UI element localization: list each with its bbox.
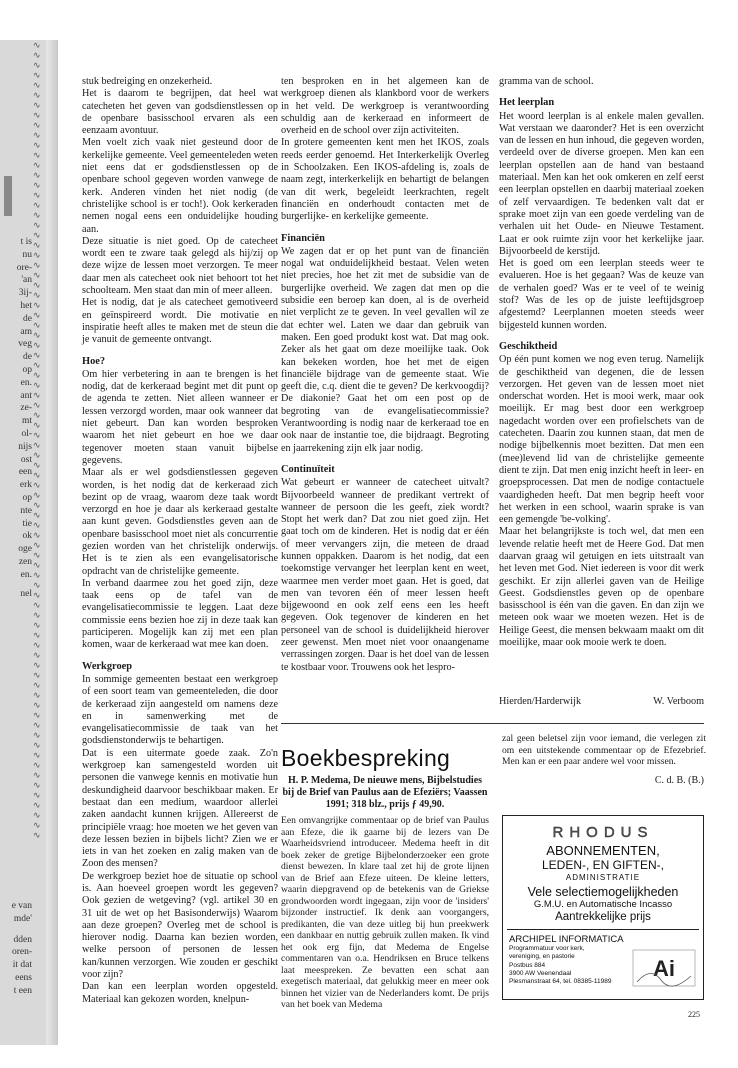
- paragraph: Om hier verbetering in aan te brengen is het nodig, dat de kerkeraad begint met dit punt op de agenda te zetten. Niet alleen wanneer er lessen verzorgd worden, maar ook wanneer dat niet gebeurt. Dan kan worden besproken waarom het niet gebeurt en hoe we daar tegenover moeten staan vanuit bijbelse gegevens.: [82, 368, 278, 466]
- margin-text-fragments-lower: e van mde' dden oren- it dat eens t een: [11, 901, 32, 996]
- ad-detail: vereniging, en pastorie: [509, 953, 575, 961]
- section-heading-continuiteit: Continuïteit: [281, 463, 335, 475]
- paragraph: Men voelt zich vaak niet gesteund door de kerkelijke gemeente. Veel gemeenteleden weten niet eens dat er godsdienstlessen op de openbare school gegeven worden vanwege de kerk. Anderen vinden het niet nodig (de christelijke school is er toch!). Ook kerkeraden nemen nogal eens een onduidelijke houding aan.: [82, 137, 278, 235]
- signature-place: Hierden/Harderwijk: [499, 696, 582, 707]
- margin-text-fragments: t is nu ore- 'an 3ij- het de am veg de op en. ant ze- mt ol- nijs ost een erk op nte tie ok oge zen en. nel: [16, 237, 32, 599]
- section-heading-werkgroep: Werkgroep: [82, 660, 133, 672]
- paragraph: Wat gebeurt er wanneer de catecheet uitvalt? Bijvoorbeeld wanneer de predikant vertrekt of wanneer de persoon die les geeft, ziek wordt? Stopt het werk dan? Dat zou niet goed zijn. Het gaat toch om de kinderen. Het is nodig dat er één of meer vervangers zijn, die meteen de draad kunnen oppakken. Daarom is het nodig, dat een toekomstige vervanger het leerplan kent en weet, waarmee men verder moet gaan. Het is goed, dat men van tevoren één of meer lessen heeft bijgewoond en ook zelf eens een les heeft gegeven. Ook tegenover de kinderen en het personeel van de school is duidelijkheid hierover zeer gewenst. Men moet niet voor onaangename verrassingen zorgen. Daar is het doel van de lessen te kostbaar voor. Trouwens ook het lespro-: [281, 477, 489, 673]
- article-column-2: [281, 76, 489, 736]
- book-reference: H. P. Medema, De nieuwe mens, Bijbelstudies bij de Brief van Paulus aan de Efeziërs; Vaassen 1991; 318 blz., prijs ƒ 49,90.: [282, 775, 488, 810]
- ad-detail: Postbus 884: [509, 961, 546, 969]
- decorative-border: ∿ ∿ ∿ ∿ ∿ ∿ ∿ ∿ ∿ ∿ ∿ ∿ ∿ ∿ ∿ ∿ ∿ ∿ ∿ ∿ ∿ ∿ ∿ ∿ ∿ ∿ ∿ ∿ ∿ ∿ ∿ ∿ ∿ ∿ ∿ ∿ ∿ ∿ ∿ ∿ ∿ ∿ ∿ ∿ ∿ ∿ ∿ ∿ ∿ ∿ ∿ ∿ ∿ ∿ ∿ ∿ ∿ ∿ ∿ ∿ ∿ ∿ ∿ ∿ ∿ ∿ ∿ ∿ ∿ ∿ ∿ ∿ ∿ ∿ ∿ ∿ ∿ ∿ ∿ ∿: [33, 40, 41, 840]
- paragraph: Maar als er wel godsdienstlessen gegeven worden, is het nodig dat de kerkeraad zich bezint op de vraag, waarom deze taak wordt verzorgd en hoe je daar als kerkeraad gestalte aan kunt geven. Godsdienstles geven aan de openbare basisschool moet niet als concurrentie gezien worden van het christelijk onderwijs. Het is te zien als een evangelisatorische opdracht van de christelijke gemeente.: [82, 467, 278, 577]
- ad-line: ADMINISTRATIE: [565, 873, 641, 882]
- paragraph: Maar het belangrijkste is toch wel, dat men een levende relatie heeft met de Heere God. Dat men daarvan graag wil getuigen en iets uitstraalt van het leven met God. Niet iedereen is voor dit werk geschikt. Er zijn allerlei gaven van de Heilige Geest. Godsdienstles geven op de openbare basisschool is één van die gaven. En dan zijn we meteen ook waar we moeten wezen. Het is de Heilige Geest, die mensen bekwaam maakt om dit moeilijke, maar ook mooie werk te doen.: [499, 526, 704, 649]
- article-column-3: [499, 76, 704, 696]
- company-logo-icon: [631, 946, 697, 990]
- paragraph: stuk bedreiging en onzekerheid.: [82, 76, 213, 87]
- section-heading-hoe: Hoe?: [82, 355, 106, 367]
- paragraph: In verband daarmee zou het goed zijn, deze taak eens op de tafel van de evangelisatiecommissie te leggen. Laat deze commissie eens bezien hoe zij in deze taak kan participeren. Mogelijk kan zij met een plan komen, waar de kerkeraad wat mee kan doen.: [82, 577, 278, 651]
- ad-divider: [507, 929, 699, 930]
- book-review-text: Een omvangrijke commentaar op de brief van Paulus aan Efeze, die ik gaarne bij de lezers van De Waarheidsvriend introduceer. Medema heeft in dit boek zeker de gretige Bijbelonderzoeker een grote dienst bewezen. In klare taal zet hij de grote lijnen van de Brief aan Efeze uiteen. De kleine letters, waarin diepgravend op de betekenis van de Griekse grondwoorden wordt ingegaan, zijn voor de 'insiders' bijzonder instructief. Ik denk aan voorgangers, predikanten, die van deze uitleg bij hun preekwerk een dankbaar en nuttig gebruik zullen maken. Ik vind het ook erg fijn, dat Medema de Engelse commentaren van o.a. Hendriksen en Bruce telkens laat meespreken. Ze bevatten een schat aan exegetisch materiaal, dat gelukkig meer en meer ook binnen het vizier van de Nederlanders komt. De prijs van het boek van Medema: [281, 815, 489, 1010]
- paragraph: In grotere gemeenten kent men het IKOS, zoals reeds eerder genoemd. Het Interkerkelijk Overleg in Schoolzaken. Een IKOS-afdeling is, zoals de naam zegt, interkerkelijk en behartigt de belangen van dit werk, begeleidt leerkrachten, regelt financiën en onderhoudt contacten met de burgerlijke- en kerkelijke gemeente.: [281, 137, 489, 223]
- signature-author: W. Verboom: [653, 696, 704, 707]
- ad-company-block: [503, 934, 703, 986]
- paragraph: Het is nodig, dat je als catecheet gemotiveerd en geïnspireerd wordt. Die motivatie en inspiratie heeft alles te maken met de steun die je vanuit de gemeente ontvangt.: [82, 297, 278, 346]
- paragraph: De werkgroep beziet hoe de situatie op school is. Aan hoeveel groepen wordt les gegeven? Ook gezien de wetgeving? (vgl. artikel 30 en 31 uit de wet op het Basisonderwijs) Waarom aan deze groepen? Overleg met de school is hierover nodig. Daarna kan bezien worden, welke persoon of personen de lessen kan/kunnen verzorgen. Wie zouden er geschikt voor zijn?: [82, 870, 278, 981]
- paragraph: ten besproken en in het algemeen kan de werkgroep dienen als klankbord voor de werkers in het veld. De werkgroep is verantwoording schuldig aan de kerkeraad en informeert de overheid en de school over zijn activiteiten.: [281, 76, 489, 137]
- section-heading-geschiktheid: Geschiktheid: [499, 340, 558, 352]
- paragraph: Op één punt komen we nog even terug. Namelijk de geschiktheid van degenen, die de lessen verzorgen. Het geven van de lessen moet niet onderschat worden. Het is mooi werk, maar ook moeilijk. Er mag best door een werkgroep nagedacht worden over een profielschets van de catecheten. Daarin zou kunnen staan, dat men de nodige bijbelkennis moet bezitten. Dat men een (mee)levend lid van de christelijke gemeente dient te zijn. Dat men enig inzicht heeft in leer- en groepsprocessen. Dat men de nodige contactuele vaardigheden heeft. Dat men begrip heeft voor het werken in een school, waarin sprake is van een gemengde 'be-volking'.: [499, 354, 704, 526]
- ad-line: ABONNEMENTEN,: [546, 843, 660, 858]
- ad-company: ARCHIPEL INFORMATICA: [509, 934, 624, 945]
- ad-detail: Programmatuur voor kerk,: [509, 945, 585, 952]
- page-number: 225: [688, 1010, 700, 1019]
- ad-line: G.M.U. en Automatische Incasso: [533, 899, 673, 910]
- ad-detail: Plesmanstraat 64, tel. 08385-11989: [509, 978, 612, 986]
- paragraph: Deze situatie is niet goed. Op de catecheet wordt een te zware taak gelegd als hij/zij op deze wijze de lessen moet verzorgen. Te meer daar men als catecheet ook niet behoort tot het schoolteam. Men staat dan min of meer alleen.: [82, 235, 278, 297]
- section-divider: [281, 723, 704, 724]
- ad-detail: 3900 AW Veenendaal: [509, 969, 572, 977]
- paragraph: Het is goed om een leerplan steeds weer te evalueren. Hoe is het gegaan? Was de keuze van de verhalen goed? Was er te veel of te weinig stof? Was de les op de juiste leeftijdsgroep afgestemd? Leerplannen moeten steeds weer bijgesteld kunnen worden.: [499, 258, 704, 331]
- article-column-1: [82, 76, 278, 1005]
- paragraph: Het is daarom te begrijpen, dat heel wat catecheten het geven van godsdienstlessen op de openbare basisschool ervaren als een eenzaam avontuur.: [82, 88, 278, 137]
- review-initials: C. d. B. (B.): [654, 775, 704, 786]
- page-binding-shadow: [46, 40, 58, 1045]
- ad-line: Aantrekkelijke prijs: [555, 911, 651, 923]
- paragraph: Dat is een uitermate goede zaak. Zo'n werkgroep kan samengesteld worden uit personen die vanwege kennis en motivatie hun deskundigheid daarvoor beschikbaar maken. Er bestaat dan een medium, waardoor allerlei zaken aandacht kunnen krijgen. Allereerst de principiële vraag: hoe moeten we het geven van deze lessen bezien in bijbels licht? Zien we er iets in van het zoeken en zalig maken van de Zoon des mensen?: [82, 747, 278, 870]
- paragraph: Dan kan een leerplan worden opgesteld. Materiaal kan gekozen worden, knelpun-: [82, 981, 278, 1005]
- advertisement-box: [502, 815, 704, 1000]
- margin-bar: [4, 176, 12, 216]
- ad-brand: RHODUS: [552, 824, 654, 841]
- book-review-heading: Boekbespreking: [281, 745, 451, 771]
- ad-line: Vele selectiemogelijkheden: [527, 885, 679, 899]
- paragraph: gramma van de school.: [499, 76, 594, 87]
- ad-line: LEDEN-, EN GIFTEN-,: [541, 858, 664, 872]
- paragraph: Het woord leerplan is al enkele malen gevallen. Wat verstaan we daaronder? Het is een overzicht van de lessen en hun inhoud, die gegeven worden, verdeeld over de diverse groepen. Men kan een leerplan opstellen aan de hand van bestaand materiaal. Men kan het ook omkeren en zelf eerst een leerplan opstellen en daarbij materiaal zoeken of zelf vervaardigen. Te bedenken valt dat er sprake moet zijn van een goede verdeling van de verhalen uit het Oude- en Nieuwe Testament. Laat er ook ruimte zijn voor het kerkelijke jaar. Bijvoorbeeld de kerstijd.: [499, 110, 704, 257]
- paragraph: We zagen dat er op het punt van de financiën nogal wat onduidelijkheid bestaat. Velen weten niet precies, hoe het zit met de subsidie van de burgerlijke overheid. We zagen dat men op die subsidie een beroep kan doen, al is de overheid niet verplicht ze te geven. In veel gevallen wil ze dat echter wel. Laten we daar dan gebruik van maken. Een goed produkt kost wat. Dat mag ook. Zeker als het gaat om deze moeilijke taak. Ook kan bekeken worden, hoe het met de eigen financiële bijdrage van de gemeente staat. Wie geeft die, c.q. dient die te geven? De kerkvoogdij? De diakonie? Gaat het om een post op de begroting van de evangelisatiecommissie? Verantwoording is nodig naar de kerkeraad toe en ook naar de instantie toe, die bijdraagt. Begroting en jaarrekening zijn elk jaar nodig.: [281, 245, 489, 454]
- book-review-continued: zal geen beletsel zijn voor iemand, die verlegen zit om een uitstekende commentaar op de Efezebrief. Men kan er een paar andere wel voor missen.: [502, 733, 706, 767]
- section-heading-financien: Financiën: [281, 232, 325, 244]
- section-heading-leerplan: Het leerplan: [499, 97, 555, 109]
- article-signature: [499, 696, 704, 707]
- paragraph: In sommige gemeenten bestaat een werkgroep of een soort team van gemeenteleden, die door de kerkeraad zijn aangesteld om namens deze en in samenwerking met de evangelisatiecommissie de taak van het godsdienstonderwijs te behartigen.: [82, 673, 278, 747]
- svg-text:Ai: Ai: [653, 956, 675, 981]
